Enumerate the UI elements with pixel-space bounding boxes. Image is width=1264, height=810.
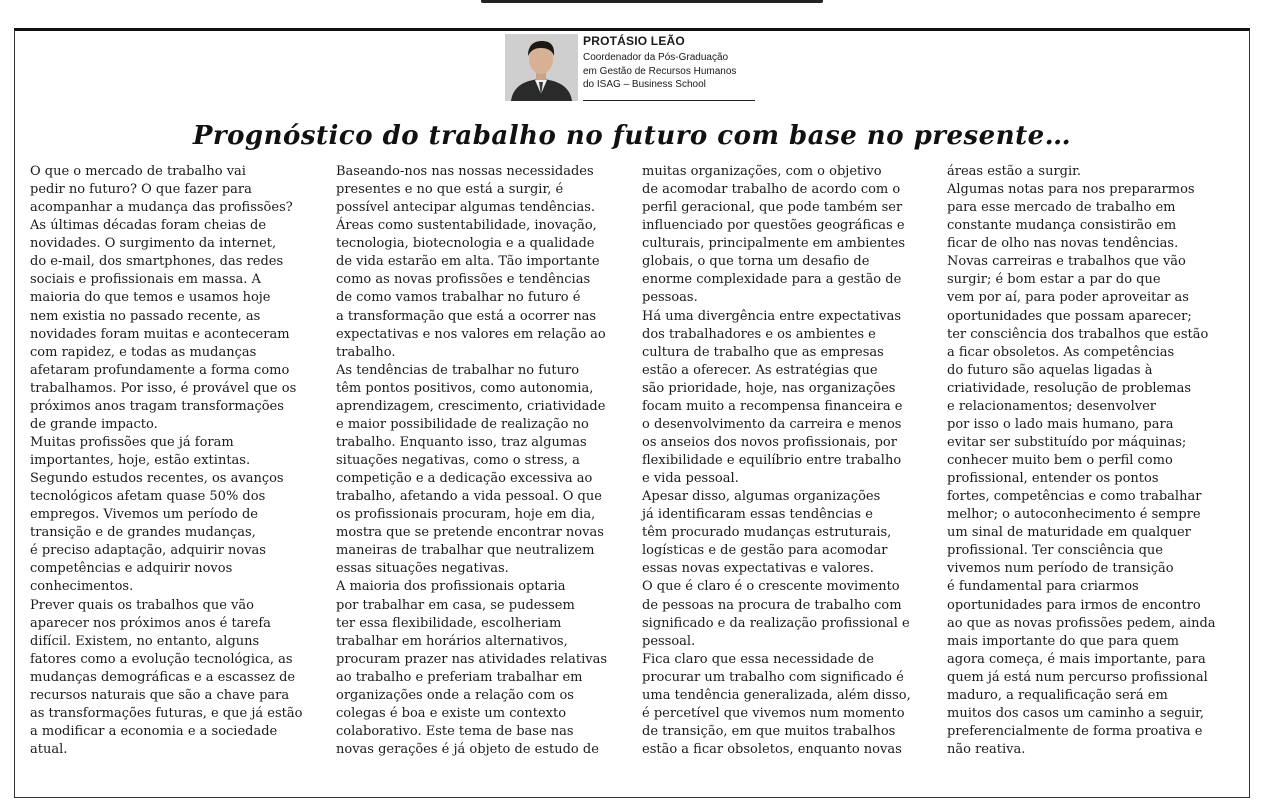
author-role-line: Coordenador da Pós-Graduação (583, 52, 729, 63)
article-text-line: o desenvolvimento da carreira e menos (642, 416, 902, 432)
article-text-line: globais, o que torna um desafio de (642, 254, 870, 270)
article-text-line: oportunidades que possam aparecer; (947, 308, 1192, 324)
author-name: PROTÁSIO LEÃO (583, 34, 685, 48)
article-text-line: ao que as novas profissões pedem, ainda (947, 615, 1216, 631)
article-text-line: têm procurado mudanças estruturais, (642, 525, 892, 541)
article-text-line: quem já está num percurso profissional (947, 669, 1208, 685)
article-text-line: essas situações negativas. (336, 561, 509, 577)
article-text-line: essas novas expectativas e valores. (642, 561, 874, 577)
article-text-line: Há uma divergência entre expectativas (642, 308, 902, 324)
article-text-line: de grande impacto. (30, 416, 158, 432)
article-text-line: ficar de olho nas novas tendências. (947, 236, 1179, 252)
article-text-line: criatividade, resolução de problemas (947, 380, 1191, 396)
article-text-line: constante mudança consistirão em (947, 218, 1177, 234)
article-text-line: Baseando-nos nas nossas necessidades (336, 164, 594, 179)
article-text-line: é percetível que vivemos num momento (642, 705, 905, 721)
article-text-line: tecnologia, biotecnologia e a qualidade (336, 236, 595, 252)
article-text-line: competição e a dedicação excessiva ao (336, 471, 593, 487)
article-text-line: Segundo estudos recentes, os avanços (30, 471, 284, 487)
article-text-line: a transformação que está a ocorrer nas (336, 308, 597, 324)
article-text-line: As últimas décadas foram cheias de (30, 218, 267, 234)
article-text-line: conhecimentos. (30, 579, 134, 595)
article-text-line: para esse mercado de trabalho em (947, 200, 1176, 216)
article-text-line: procuram prazer nas atividades relativas (336, 651, 608, 667)
article-text-line: trabalho, afetando a vida pessoal. O que (336, 489, 602, 505)
article-column-2 (336, 163, 618, 759)
article-column-1 (30, 163, 312, 759)
article-text-line: maneiras de trabalhar que neutralizem (336, 543, 595, 559)
article-text-line: As tendências de trabalhar no futuro (336, 362, 580, 378)
article-text-line: e relacionamentos; desenvolver (947, 398, 1156, 414)
article-text-line: situações negativas, como o stress, a (336, 453, 580, 468)
article-text-line: Fica claro que essa necessidade de (642, 651, 874, 667)
article-text-line: vivemos num período de transição (947, 561, 1174, 577)
article-text-line: cultura de trabalho que as empresas (642, 344, 884, 360)
article-text-line: evitar ser substituído por máquinas; (947, 434, 1187, 450)
article-text-line: culturais, principalmente em ambientes (642, 236, 906, 252)
article-text-line: por isso o lado mais humano, para (947, 416, 1174, 432)
article-text-line: novidades foram muitas e aconteceram (30, 326, 290, 342)
article-text-line: aparecer nos próximos anos é tarefa (30, 615, 271, 631)
article-text-line: transição e de grandes mudanças, (30, 525, 256, 541)
article-text-line: Áreas como sustentabilidade, inovação, (336, 218, 597, 234)
article-text-line: profissional, entender os pontos (947, 471, 1159, 487)
article-text-line: maioria do que temos e usamos hoje (30, 290, 271, 306)
author-role-line: do ISAG – Business School (583, 79, 706, 90)
article-text-line: de pessoas na procura de trabalho com (642, 597, 902, 613)
article-text-line: competências e adquirir novos (30, 561, 233, 577)
article-text-line: áreas estão a surgir. (947, 164, 1082, 179)
article-text-line: logísticas e de gestão para acomodar (642, 543, 888, 559)
article-text-line: conhecer muito bem o perfil como (947, 453, 1173, 468)
article-text-line: acompanhar a mudança das profissões? (30, 200, 293, 216)
article-text-line: O que o mercado de trabalho vai (30, 164, 246, 179)
article-text-line: fatores como a evolução tecnológica, as (30, 651, 293, 667)
article-text-line: pedir no futuro? O que fazer para (30, 182, 252, 198)
article-text-line: A maioria dos profissionais optaria (336, 579, 566, 595)
article-text-line: surgir; é bom estar a par do que (947, 272, 1161, 288)
article-text-line: a modificar a economia e a sociedade (30, 723, 278, 739)
article-text-line: muitas organizações, com o objetivo (642, 164, 882, 179)
article-text-line: tecnológicos afetam quase 50% dos (30, 489, 266, 505)
article-text-line: de como vamos trabalhar no futuro é (336, 290, 581, 306)
article-text-line: a ficar obsoletos. As competências (947, 344, 1175, 360)
article-column-3 (642, 163, 924, 759)
article-text-line: importantes, hoje, estão extintas. (30, 453, 251, 468)
article-text-line: próximos anos tragam transformações (30, 398, 284, 414)
article-text-line: de acomodar trabalho de acordo com o (642, 182, 901, 198)
article-text-line: Muitas profissões que já foram (30, 434, 234, 450)
article-text-line: são prioridade, hoje, nas organizações (642, 380, 896, 396)
article-text-line: Apesar disso, algumas organizações (642, 489, 881, 505)
article-text-line: Novas carreiras e trabalhos que vão (947, 254, 1186, 270)
article-text-line: novidades. O surgimento da internet, (30, 236, 277, 252)
article-text-line: um sinal de maturidade em qualquer (947, 525, 1191, 541)
author-block (583, 34, 755, 92)
article-text-line: profissional. Ter consciência que (947, 543, 1163, 559)
author-photo (505, 34, 578, 101)
article-text-line: atual. (30, 742, 68, 757)
article-text-line: não reativa. (947, 742, 1026, 757)
article-text-line: maduro, a requalificação será em (947, 687, 1168, 703)
author-divider (583, 100, 755, 101)
article-text-line: têm pontos positivos, como autonomia, (336, 380, 594, 396)
article-text-line: com rapidez, e todas as mudanças (30, 344, 257, 360)
article-text-line: aprendizagem, crescimento, criatividade (336, 398, 606, 414)
article-text-line: possível antecipar algumas tendências. (336, 200, 596, 216)
article-text-line: do e-mail, dos smartphones, das redes (30, 254, 284, 270)
article-text-line: muitos dos casos um caminho a seguir, (947, 705, 1205, 721)
article-text-line: estão a oferecer. As estratégias que (642, 362, 878, 378)
article-text-line: significado e da realização profissional e (642, 615, 910, 631)
article-text-line: de vida estarão em alta. Tão importante (336, 254, 600, 270)
article-text-line: de transição, em que muitos trabalhos (642, 723, 896, 739)
article-text-line: oportunidades para irmos de encontro (947, 597, 1201, 613)
article-text-line: enorme complexidade para a gestão de (642, 272, 902, 288)
article-text-line: recursos naturais que são a chave para (30, 687, 290, 703)
article-text-line: é preciso adaptação, adquirir novas (30, 543, 266, 559)
article-text-line: presentes e no que está a surgir, é (336, 182, 564, 198)
article-text-line: e maior possibilidade de realização no (336, 416, 589, 432)
article-text-line: por trabalhar em casa, se pudessem (336, 597, 575, 613)
article-text-line: do futuro são aquelas ligadas à (947, 362, 1153, 378)
article-text-line: e vida pessoal. (642, 471, 739, 487)
article-text-line: ao trabalho e preferiam trabalhar em (336, 669, 583, 685)
article-text-line: uma tendência generalizada, além disso, (642, 687, 911, 703)
article-text-line: vem por aí, para poder aproveitar as (947, 290, 1189, 306)
article-text-line: perfil geracional, que pode também ser (642, 200, 903, 216)
article-text-line: procurar um trabalho com significado é (642, 669, 904, 685)
article-text-line: sociais e profissionais em massa. A (30, 272, 261, 288)
article-text-line: é fundamental para criarmos (947, 579, 1139, 595)
author-portrait-icon (505, 34, 578, 101)
article-text-line: expectativas e nos valores em relação ao (336, 326, 606, 342)
article-text-line: melhor; o autoconhecimento é sempre (947, 507, 1201, 523)
article-text-line: como as novas profissões e tendências (336, 272, 591, 288)
article-text-line: pessoal. (642, 633, 696, 649)
article-text-line: trabalho. (336, 344, 396, 360)
article-text-line: novas gerações é já objeto de estudo de (336, 742, 599, 757)
article-text-line: influenciado por questões geográficas e (642, 218, 905, 234)
article-text-line: agora começa, é mais importante, para (947, 651, 1206, 667)
article-text-line: ter essa flexibilidade, escolheriam (336, 615, 562, 631)
article-text-line: trabalho. Enquanto isso, traz algumas (336, 434, 587, 450)
article-text-line: trabalhar em horários alternativos, (336, 633, 568, 649)
article-text-line: dos trabalhadores e os ambientes e (642, 326, 876, 342)
page-top-tab (481, 0, 823, 3)
article-text-line: trabalhamos. Por isso, é provável que os (30, 380, 297, 396)
article-text-line: nem existia no passado recente, as (30, 308, 261, 324)
article-text-line: os profissionais procuram, hoje em dia, (336, 507, 596, 523)
article-text-line: empregos. Vivemos um período de (30, 507, 258, 523)
article-text-line: organizações onde a relação com os (336, 687, 574, 703)
article-text-line: já identificaram essas tendências e (642, 507, 873, 523)
article-text-line: os anseios dos novos profissionais, por (642, 434, 897, 450)
article-text-line: pessoas. (642, 290, 698, 306)
article-text-line: mais importante do que para quem (947, 633, 1179, 649)
article-text-line: colaborativo. Este tema de base nas (336, 723, 574, 739)
article-text-line: estão a ficar obsoletos, enquanto novas (642, 742, 902, 757)
article-text-line: ter consciência dos trabalhos que estão (947, 326, 1209, 342)
article-text-line: colegas é boa e existe um contexto (336, 705, 567, 721)
article-column-4 (947, 163, 1229, 759)
article-text-line: O que é claro é o crescente movimento (642, 579, 900, 595)
article-text-line: as transformações futuras, e que já estão (30, 705, 303, 721)
article-text-line: mostra que se pretende encontrar novas (336, 525, 604, 541)
article-text-line: difícil. Existem, no entanto, alguns (30, 633, 260, 649)
article-text-line: preferencialmente de forma proativa e (947, 723, 1203, 739)
article-text-line: fortes, competências e como trabalhar (947, 489, 1202, 505)
article-title: Prognóstico do trabalho no futuro com base no presente… (192, 121, 1072, 151)
article-text-line: Algumas notas para nos prepararmos (947, 182, 1195, 198)
author-role-line: em Gestão de Recursos Humanos (583, 65, 737, 77)
article-text-line: Prever quais os trabalhos que vão (30, 597, 254, 613)
article-text-line: flexibilidade e equilíbrio entre trabalho (642, 453, 902, 468)
article-text-line: mudanças demográficas e a escassez de (30, 669, 296, 685)
article-text-line: afetaram profundamente a forma como (30, 362, 290, 378)
article-text-line: focam muito a recompensa financeira e (642, 398, 903, 414)
